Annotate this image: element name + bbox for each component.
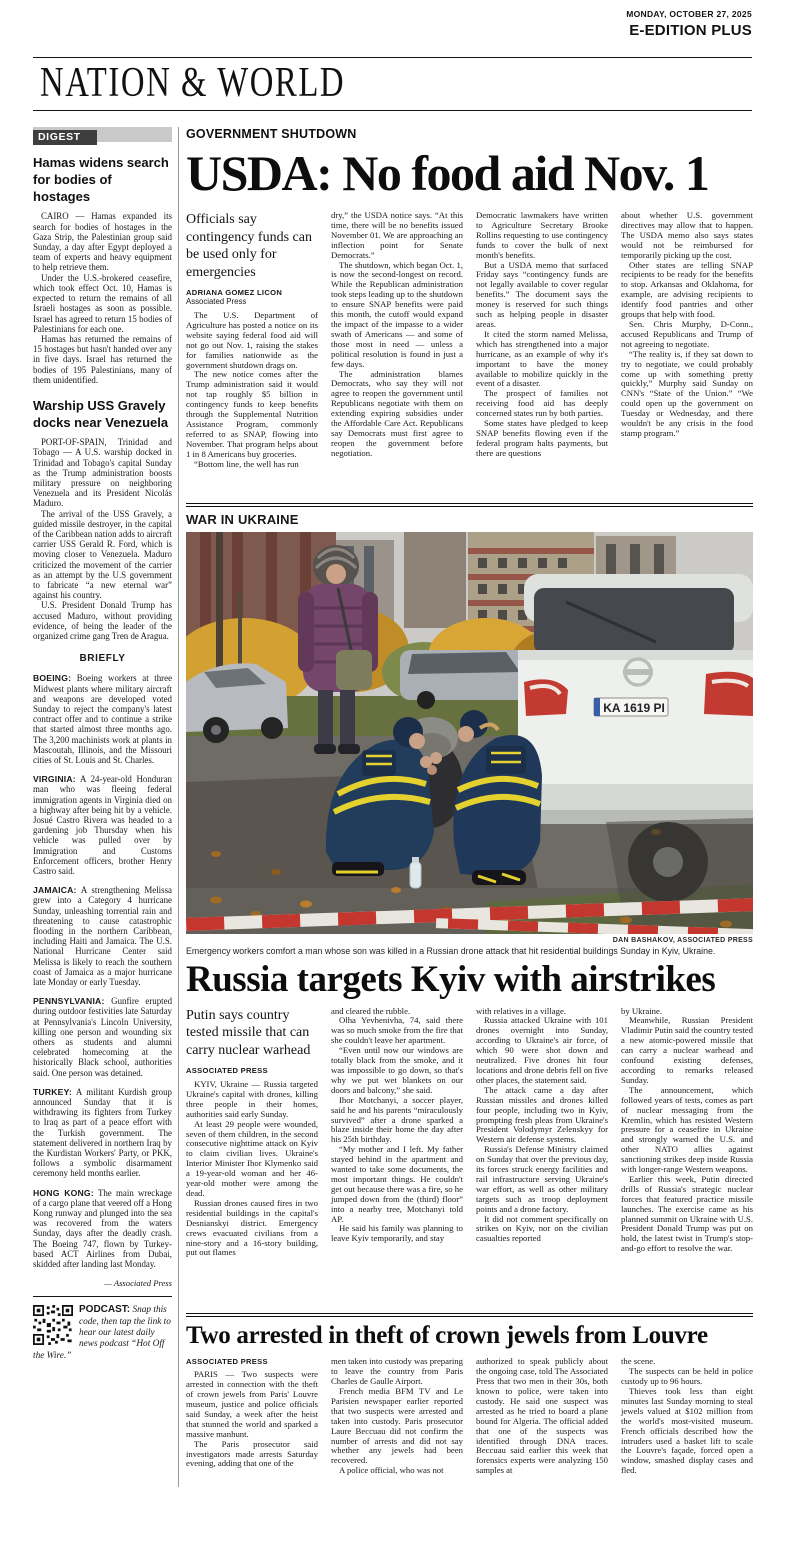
ukraine-section-label: WAR IN UKRAINE xyxy=(186,512,299,527)
usda-headline: USDA: No food aid Nov. 1 xyxy=(186,145,709,201)
brief-item xyxy=(33,885,172,987)
news-photo xyxy=(186,532,753,934)
russia-headline: Russia targets Kyiv with airstrikes xyxy=(186,958,716,1000)
paragraph: “The reality is, if they sat down to try to negotiate, we could probably come up with something pretty quickly,” Murphy said Sunday on CNN's “State of the Union.” “We could open up the government on Tuesday or Wednesday, and there wouldn't be any crisis in the food stamp program.” xyxy=(621,348,753,438)
paragraph: It cited the storm named Melissa, which has strengthened into a major hurricane, as an example of why it's important to have the money available to mobilize quickly in the event of a disaster. xyxy=(476,328,608,389)
masthead-meta xyxy=(626,9,752,39)
brief-tag: TURKEY: xyxy=(33,1086,72,1097)
paragraph: The suspects can be held in police custody up to 96 hours. xyxy=(621,1366,753,1387)
column-divider xyxy=(178,127,179,1487)
digest-tab xyxy=(33,127,172,142)
paragraph: But a USDA memo that surfaced Friday says “contingency funds are not legally available to cover regular benefits.” The document says the money is reserved for such things such as helping people in disaster areas. xyxy=(476,259,608,329)
masthead-rule xyxy=(33,110,752,111)
brief-text: A militant Kurdish group announced Sunday that it is withdrawing its fighters from Turkey to Iraq as part of a peace effort with the Turkish government. The statement delivered in northern Iraq by the Kurdistan Workers' Party, or PKK, follows a symbolic disarmament ceremony held months earlier. xyxy=(33,1086,172,1179)
podcast-label: PODCAST: xyxy=(79,1304,131,1316)
paragraph: “Bottom line, the well has run xyxy=(194,458,299,469)
story-column xyxy=(476,1357,608,1476)
brief-item xyxy=(33,1087,172,1179)
story-column xyxy=(621,211,753,470)
byline-org: Associated Press xyxy=(186,297,247,306)
story-column xyxy=(331,1007,463,1259)
digest-headline: Warship USS Gravely docks near Venezuela xyxy=(33,397,169,431)
paragraph: A police official, who was not xyxy=(339,1465,444,1476)
paragraph: PARIS — Two suspects were arrested in connection with the theft of crown jewels from Paris' Louvre museum, justice and police officials said Sunday, a week after the heist that stunned the world and sparked a massive manhunt. xyxy=(186,1369,318,1439)
edition-label: E-EDITION PLUS xyxy=(629,22,752,39)
brief-tag: BOEING: xyxy=(33,673,72,684)
paragraph: the scene. xyxy=(621,1356,656,1367)
brief-tag: JAMAICA: xyxy=(33,885,77,896)
digest-headline: Hamas widens search for bodies of hostages xyxy=(33,155,169,205)
paragraph: Some states have pledged to keep SNAP benefits flowing even if the federal program halts payments, but there are questions xyxy=(476,418,608,458)
digest-label: DIGEST xyxy=(33,130,97,145)
paragraph: about whether U.S. government directives may allow that to happen. The USDA memo also says states would not be reimbursed for temporarily picking up the cost. xyxy=(621,210,753,260)
byline-org: ASSOCIATED PRESS xyxy=(186,1357,268,1367)
paragraph: PORT-OF-SPAIN, Trinidad and Tobago — A U.S. warship docked in Trinidad and Tobago's capital Sunday as the Trump administration boosts military pressure on neighboring Venezuela and its President Nicolás Maduro. xyxy=(33,437,172,509)
paragraph: The new notice comes after the Trump administration said it would not tap roughly $5 billion in contingency funds to keep benefits through the Supplemental Nutrition Assistance Program, commonly referred to as SNAP, flowing into November. That program helps about 1 in 8 Americans buy groceries. xyxy=(186,369,318,459)
story-column xyxy=(476,1007,608,1259)
paragraph: Olha Yevhenivha, 74, said there was so much smoke from the fire that she couldn't leave her apartment. xyxy=(331,1015,463,1046)
paragraph: Hamas has returned the remains of 15 hostages but hasn't handed over any in five days. Israel has returned the bodies of 195 Palestinians, many of them unidentified. xyxy=(33,333,172,385)
paragraph: He said his family was planning to leave Kyiv temporarily, and stay xyxy=(331,1223,463,1244)
louvre-story xyxy=(186,1313,753,1476)
russia-subhead: Putin says country tested missile that can carry nuclear warhead xyxy=(186,1007,311,1058)
paragraph: Democratic lawmakers have written to Agriculture Secretary Brooke Rollins requesting to use contingency funds to cover the bulk of next month's benefits. xyxy=(476,210,608,260)
paragraph: with relatives in a village. xyxy=(476,1005,566,1016)
paragraph: The prospect of families not receiving food aid has deeply concerned states run by both parties. xyxy=(476,388,608,419)
story-column xyxy=(186,1357,318,1476)
qr-code[interactable] xyxy=(33,1305,73,1345)
story-column xyxy=(621,1007,753,1259)
paragraph: French media BFM TV and Le Parisien newspaper earlier reported that two suspects were arrested and taken into custody. Paris prosecutor Laure Beccuau did not confirm the number of arrests and did not say whether any jewels had been recovered. xyxy=(331,1385,463,1466)
brief-text: Gunfire erupted during outdoor festivities late Saturday at Pennsylvania's Lincoln University, killing one person and wounding six others as students and alumni celebrated homecoming at the historically Black school, authorities said. One person was detained. xyxy=(33,996,173,1078)
brief-tag: VIRGINIA: xyxy=(33,774,76,785)
photo-credit: DAN BASHAKOV, ASSOCIATED PRESS xyxy=(612,937,753,944)
paragraph: “Even until now our windows are totally black from the smoke, and it was impossible to go down, so that's why we put wet blankets on our doors and balcony,” she said. xyxy=(331,1045,463,1095)
section-title: NATION & WORLD xyxy=(40,60,346,106)
wire-credit: — Associated Press xyxy=(104,1278,172,1289)
paragraph: Sen. Chris Murphy, D-Conn., accused Republicans and Trump of not agreeing to negotiate. xyxy=(621,318,753,349)
byline-org: ASSOCIATED PRESS xyxy=(186,1066,268,1076)
paragraph: Other states are telling SNAP recipients to be ready for the benefits to stop. Arkansas and Oklahoma, for example, are advising recipients to identify food pantries and other groups that help with food. xyxy=(621,259,753,320)
ukraine-story xyxy=(186,503,753,1258)
paragraph: U.S. President Donald Trump has accused Maduro, without providing evidence, of being the leader of the organized crime gang Tren de Aragua. xyxy=(33,600,172,642)
louvre-headline: Two arrested in theft of crown jewels from Louvre xyxy=(186,1322,708,1349)
paragraph: Meanwhile, Russian President Vladimir Putin said the country tested a new atomic-powered missile that can carry a nuclear warhead and confound existing defenses, according to remarks released Sunday. xyxy=(621,1015,753,1085)
paragraph: Ihor Motchanyi, a soccer player, said he and his parents “miraculously survived” after a drone sparked a blaze inside their home the day after his 25th birthday. xyxy=(331,1094,463,1145)
top-rule xyxy=(33,57,752,58)
paragraph: It did not comment specifically on strikes on Kyiv, nor on the civilian casualties reported xyxy=(476,1213,608,1244)
paragraph: The Paris prosecutor said investigators made arrests Saturday evening, adding that one of the xyxy=(186,1438,318,1469)
brief-item xyxy=(33,774,172,876)
brief-tag: PENNSYLVANIA: xyxy=(33,996,105,1007)
paragraph: The arrival of the USS Gravely, a guided missile destroyer, in the capital of the Caribbean nation adds to aircraft carrier USS Gerald R. Ford, which is moving closer to Venezuela. Maduro criticized the movement of the carrier as an attempt by the U.S government to fabricate “a new eternal war” against his country. xyxy=(33,508,172,601)
issue-date: MONDAY, OCTOBER 27, 2025 xyxy=(626,9,752,19)
brief-item xyxy=(33,1188,172,1270)
story-column xyxy=(331,1357,463,1476)
main-well xyxy=(186,127,753,1541)
usda-subhead: Officials say contingency funds can be used only for emergencies xyxy=(186,212,312,280)
kicker: GOVERNMENT SHUTDOWN xyxy=(186,127,357,141)
paragraph: KYIV, Ukraine — Russia targeted Ukraine's capital with drones, killing three people in their homes, authorities said early Sunday. xyxy=(186,1079,318,1119)
license-plate: KA 1619 PI xyxy=(603,701,665,715)
paragraph: CAIRO — Hamas expanded its search for bodies of hostages in the Gaza Strip, the Palestinian group said Sunday, a day after Egypt deployed a team of experts and heavy equipment to help retrieve them. xyxy=(33,211,172,273)
paragraph: men taken into custody was preparing to leave the country from Paris Charles de Gaulle Airport. xyxy=(331,1356,463,1387)
digest-column xyxy=(33,127,172,1362)
paragraph: by Ukraine. xyxy=(621,1005,663,1016)
photo-caption: Emergency workers comfort a man whose son was killed in a Russian drone attack that hit residential buildings Sunday in Kyiv, Ukraine. xyxy=(186,946,716,956)
brief-text: The main wreckage of a cargo plane that veered off a Hong Kong runway and plunged into the sea was recovered from the waters Sunday, days after the deadly crash. The Boeing 747, flown by Turkey-based ACT Airlines from Dubai, skidded after landing last Monday. xyxy=(33,1187,173,1270)
story-column xyxy=(186,1007,318,1259)
section-divider xyxy=(186,503,753,507)
brief-text: A strengthening Melissa grew into a Category 4 hurricane Sunday, unleashing torrential rain and threatening to cause catastrophic flooding in the northern Caribbean, including Haiti and Jamaica. The U.S. National Hurricane Center said Melissa is likely to reach the southern coast of Jamaica as a major hurricane late Monday or early Tuesday. xyxy=(33,885,172,987)
paragraph: Thieves took less than eight minutes last Sunday morning to steal jewels valued at $102 million from the world's most-visited museum. French officials described how the intruders used a basket lift to scale the Louvre's façade, forced open a window, smashed display cases and fled. xyxy=(621,1385,753,1476)
story-column xyxy=(621,1357,753,1476)
brief-tag: HONG KONG: xyxy=(33,1187,94,1198)
paragraph: The administration blames Democrats, who say they will not agree to reopen the government until Republicans negotiate with them on extending expiring subsidies under the Affordable Care Act. Republicans say Democrats must first agree to reopen the government before negotiation. xyxy=(331,368,463,458)
paragraph: “My mother and I left. My father stayed behind in the apartment and wanted to take some documents, the most important things. He couldn't get out because there was a fire, so he jumped down from the (third) floor” into a nearby tree, Motchanyi told AP. xyxy=(331,1144,463,1224)
paragraph: The shutdown, which began Oct. 1, is now the second-longest on record. While the Republican administration took steps leading up to the shutdown to ensure SNAP benefits were paid this month, the cutoff would expand the impact of the impasse to a wider swath of Americans — and some of those most in need — unless a political resolution is found in just a few days. xyxy=(331,259,463,369)
paragraph: Russian drones caused fires in two residential buildings in the capital's Desnianskyi district. Emergency crews evacuated civilians from a nine-story and a 16-story building, put out flames xyxy=(186,1197,318,1258)
paragraph: Russia's Defense Ministry claimed on Sunday that over the previous day, its forces struck energy facilities and rail infrastructure serving Ukraine's war effort, as well as other military targets such as troop deployment points and a drone factory. xyxy=(476,1144,608,1214)
paragraph: and cleared the rubble. xyxy=(331,1005,411,1016)
briefly-header: BRIEFLY xyxy=(79,653,126,665)
brief-text: A 24-year-old Honduran man who was fleeing federal immigration agents in Virginia died on a highway after being hit by a vehicle. Josué Castro Rivera was headed to a gardening job Thursday when his vehicle was pulled over by Immigration and Customs Enforcement officers, brother Henry Castro said. xyxy=(33,774,172,876)
story-column xyxy=(476,211,608,470)
podcast-block xyxy=(33,1296,172,1362)
paragraph: The U.S. Department of Agriculture has posted a notice on its website saying federal food aid will not go out Nov. 1, raising the stakes for families nationwide as the government shutdown drags on. xyxy=(186,310,318,370)
brief-item xyxy=(33,996,172,1078)
paragraph: Russia attacked Ukraine with 101 drones overnight into Sunday, according to Ukraine's air force, of which 90 were shot down and neutralized. Five drones hit four locations and drone debris fell on five other places, the statement said. xyxy=(476,1015,608,1085)
usda-story xyxy=(186,127,753,470)
story-column xyxy=(331,211,463,470)
paragraph: dry,” the USDA notice says. “At this time, there will be no benefits issued November 01. We are approaching an inflection point for Senate Democrats.” xyxy=(331,210,463,260)
paragraph: At least 29 people were wounded, seven of them children, in the second consecutive nighttime attack on Kyiv to claim civilian lives. Ukraine's Interior Minister Ihor Klymenko said a 19-year-old woman and her 46-year-old mother were among the dead. xyxy=(186,1118,318,1199)
brief-item xyxy=(33,673,172,765)
brief-text: Boeing workers at three Midwest plants where military aircraft and weapons are developed voted Sunday to reject the company's latest contract offer and to continue a strike that started almost three months ago. The 3,200 machinists work at plants in Mascoutah, Illinois, and the Missouri cities of St. Louis and St. Charles. xyxy=(33,673,173,765)
paragraph: Under the U.S.-brokered ceasefire, which took effect Oct. 10, Hamas is expected to return the remains of all Israeli hostages as soon as possible. Israel has agreed to return 15 bodies of Palestinians for each one. xyxy=(33,272,172,334)
paragraph: authorized to speak publicly about the ongoing case, told The Associated Press that two men in their 30s, both known to police, were taken into custody. He said one suspect was arrested as he tried to board a plane bound for Algeria. The official added that one of the suspects was identified through DNA traces. Beccuau said earlier this week that forensics experts were analyzing 150 samples at xyxy=(476,1356,608,1476)
paragraph: The attack came a day after Russian missiles and drones killed four people, including two in Kyiv, prompting fresh pleas from Ukraine's President Volodymyr Zelenskyy for Western air defense systems. xyxy=(476,1084,608,1145)
podcast-text: PODCAST: Snap this code, then tap the link to hear our latest daily news podcast “Hot Off the Wire.” xyxy=(33,1304,171,1361)
paragraph: The announcement, which followed years of tests, comes as part of nuclear messaging from the Kremlin, which has resisted Western pressure for a ceasefire in Ukraine and strongly warned the U.S. and other NATO allies against sanctioning strikes deep inside Russia with longer-range Western weapons. xyxy=(621,1084,753,1175)
byline-name: ADRIANA GOMEZ LICON xyxy=(186,288,283,297)
section-divider xyxy=(186,1313,753,1317)
paragraph: Earlier this week, Putin directed drills of Russia's strategic nuclear forces that featured practice missile launches. The exercise came as his planned summit on Ukraine with U.S. President Donald Trump was put on hold, the latest twist in Trump's stop-and-go effort to resolve the war. xyxy=(621,1173,753,1254)
story-column xyxy=(186,211,318,470)
